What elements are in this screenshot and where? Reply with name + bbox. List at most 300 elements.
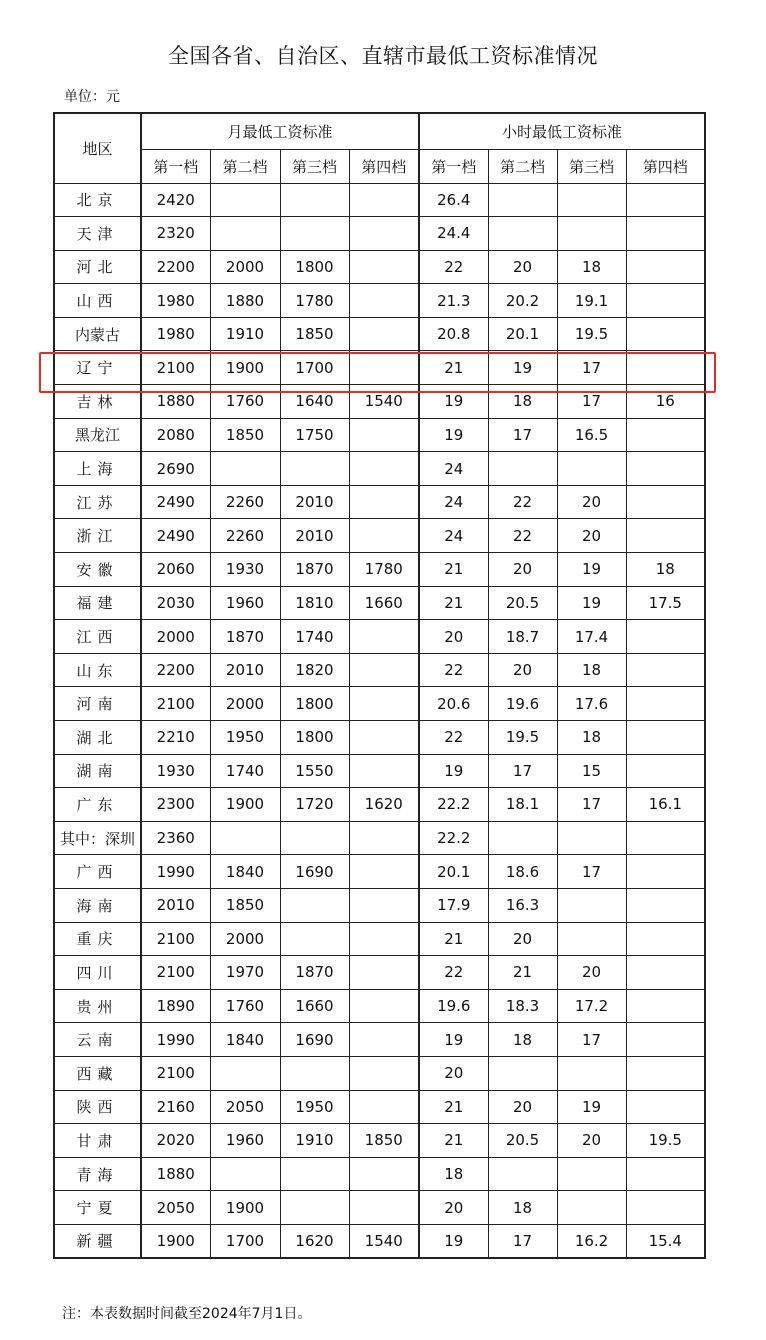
hourly-tier-1-cell: 21 [419, 553, 488, 587]
header-region: 地区 [54, 113, 141, 183]
monthly-tier-3-cell: 1850 [280, 317, 349, 351]
monthly-tier-3-cell [280, 1157, 349, 1191]
hourly-tier-4-cell: 19.5 [626, 1124, 705, 1158]
hourly-tier-1-cell: 20 [419, 1056, 488, 1090]
monthly-tier-3-cell: 1740 [280, 620, 349, 654]
hourly-tier-2-cell: 17 [488, 754, 557, 788]
hourly-tier-1-cell: 20.1 [419, 855, 488, 889]
table-row [54, 1124, 705, 1158]
monthly-tier-2-cell: 1760 [210, 385, 280, 419]
table-row [54, 586, 705, 620]
footnote: 注：本表数据时间截至2024年7月1日。 [62, 1306, 312, 1322]
region-cell: 湖北 [54, 721, 141, 755]
monthly-tier-3-cell: 1550 [280, 754, 349, 788]
monthly-tier-2-cell: 1900 [210, 1191, 280, 1225]
monthly-tier-1-cell: 2100 [141, 922, 210, 956]
hourly-tier-4-cell [626, 1157, 705, 1191]
hourly-tier-1-cell: 24 [419, 485, 488, 519]
hourly-tier-4-cell [626, 620, 705, 654]
region-cell: 海南 [54, 888, 141, 922]
minimum-wage-table [53, 112, 706, 1259]
hourly-tier-3-cell: 18 [557, 721, 626, 755]
region-cell: 吉林 [54, 385, 141, 419]
monthly-tier-4-cell [349, 183, 419, 217]
monthly-tier-2-cell: 1850 [210, 418, 280, 452]
hourly-tier-3-cell [557, 922, 626, 956]
hourly-tier-4-cell [626, 284, 705, 318]
table-row [54, 418, 705, 452]
hourly-tier-4-cell [626, 519, 705, 553]
monthly-tier-2-cell: 1950 [210, 721, 280, 755]
region-cell: 其中：深圳 [54, 821, 141, 855]
region-cell: 河南 [54, 687, 141, 721]
monthly-tier-4-cell: 1540 [349, 1224, 419, 1258]
hourly-tier-2-cell [488, 217, 557, 251]
monthly-tier-3-cell: 1660 [280, 989, 349, 1023]
monthly-tier-2-cell: 2010 [210, 653, 280, 687]
header-monthly-tier-3: 第三档 [280, 149, 349, 183]
hourly-tier-3-cell: 16.5 [557, 418, 626, 452]
hourly-tier-2-cell: 19.5 [488, 721, 557, 755]
hourly-tier-3-cell: 17 [557, 1023, 626, 1057]
hourly-tier-2-cell: 19.6 [488, 687, 557, 721]
monthly-tier-1-cell: 1880 [141, 385, 210, 419]
hourly-tier-2-cell: 17 [488, 1224, 557, 1258]
monthly-tier-3-cell [280, 183, 349, 217]
hourly-tier-2-cell: 17 [488, 418, 557, 452]
monthly-tier-2-cell: 1900 [210, 351, 280, 385]
monthly-tier-2-cell [210, 217, 280, 251]
hourly-tier-4-cell [626, 418, 705, 452]
monthly-tier-2-cell: 1930 [210, 553, 280, 587]
monthly-tier-1-cell: 2690 [141, 452, 210, 486]
table-row [54, 351, 705, 385]
monthly-tier-1-cell: 2010 [141, 888, 210, 922]
monthly-tier-2-cell: 1700 [210, 1224, 280, 1258]
monthly-tier-2-cell: 1910 [210, 317, 280, 351]
header-hourly-tier-2: 第二档 [488, 149, 557, 183]
hourly-tier-2-cell: 18 [488, 385, 557, 419]
hourly-tier-2-cell: 20 [488, 653, 557, 687]
monthly-tier-4-cell [349, 620, 419, 654]
region-cell: 新疆 [54, 1224, 141, 1258]
region-cell: 重庆 [54, 922, 141, 956]
hourly-tier-3-cell: 19.1 [557, 284, 626, 318]
region-cell: 河北 [54, 250, 141, 284]
hourly-tier-4-cell [626, 317, 705, 351]
monthly-tier-3-cell [280, 452, 349, 486]
hourly-tier-3-cell: 17.6 [557, 687, 626, 721]
hourly-tier-2-cell: 16.3 [488, 888, 557, 922]
monthly-tier-3-cell: 2010 [280, 519, 349, 553]
hourly-tier-1-cell: 20 [419, 620, 488, 654]
monthly-tier-2-cell: 1970 [210, 956, 280, 990]
monthly-tier-1-cell: 1990 [141, 1023, 210, 1057]
hourly-tier-1-cell: 17.9 [419, 888, 488, 922]
monthly-tier-2-cell: 1960 [210, 1124, 280, 1158]
table-row [54, 317, 705, 351]
hourly-tier-1-cell: 21.3 [419, 284, 488, 318]
monthly-tier-1-cell: 2200 [141, 653, 210, 687]
unit-label: 单位：元 [64, 89, 120, 105]
hourly-tier-3-cell [557, 452, 626, 486]
monthly-tier-3-cell: 1750 [280, 418, 349, 452]
hourly-tier-1-cell: 24.4 [419, 217, 488, 251]
region-cell: 江西 [54, 620, 141, 654]
table-row [54, 620, 705, 654]
monthly-tier-2-cell [210, 1056, 280, 1090]
hourly-tier-3-cell: 15 [557, 754, 626, 788]
hourly-tier-3-cell: 20 [557, 956, 626, 990]
hourly-tier-3-cell [557, 1157, 626, 1191]
hourly-tier-1-cell: 18 [419, 1157, 488, 1191]
hourly-tier-4-cell [626, 1191, 705, 1225]
monthly-tier-2-cell: 2260 [210, 485, 280, 519]
hourly-tier-1-cell: 24 [419, 452, 488, 486]
monthly-tier-3-cell: 1910 [280, 1124, 349, 1158]
region-cell: 广东 [54, 788, 141, 822]
region-cell: 甘肃 [54, 1124, 141, 1158]
hourly-tier-3-cell [557, 821, 626, 855]
region-cell: 山西 [54, 284, 141, 318]
monthly-tier-1-cell: 1980 [141, 317, 210, 351]
hourly-tier-4-cell: 16.1 [626, 788, 705, 822]
hourly-tier-1-cell: 22 [419, 250, 488, 284]
table-row [54, 989, 705, 1023]
hourly-tier-3-cell: 18 [557, 653, 626, 687]
monthly-tier-3-cell: 1700 [280, 351, 349, 385]
region-cell: 江苏 [54, 485, 141, 519]
hourly-tier-4-cell [626, 754, 705, 788]
hourly-tier-3-cell [557, 1191, 626, 1225]
monthly-tier-4-cell [349, 721, 419, 755]
table-row [54, 385, 705, 419]
monthly-tier-4-cell: 1850 [349, 1124, 419, 1158]
hourly-tier-2-cell: 19 [488, 351, 557, 385]
table-row [54, 1224, 705, 1258]
monthly-tier-4-cell [349, 989, 419, 1023]
hourly-tier-4-cell [626, 989, 705, 1023]
monthly-tier-2-cell [210, 183, 280, 217]
monthly-tier-1-cell: 1990 [141, 855, 210, 889]
monthly-tier-1-cell: 2490 [141, 519, 210, 553]
monthly-tier-3-cell: 1780 [280, 284, 349, 318]
monthly-tier-3-cell: 1800 [280, 721, 349, 755]
table-row [54, 183, 705, 217]
hourly-tier-3-cell: 18 [557, 250, 626, 284]
hourly-tier-1-cell: 19 [419, 1023, 488, 1057]
monthly-tier-4-cell [349, 519, 419, 553]
monthly-tier-2-cell: 2000 [210, 922, 280, 956]
table-row [54, 855, 705, 889]
hourly-tier-3-cell: 19.5 [557, 317, 626, 351]
monthly-tier-1-cell: 2020 [141, 1124, 210, 1158]
monthly-tier-3-cell: 1690 [280, 1023, 349, 1057]
region-cell: 四川 [54, 956, 141, 990]
monthly-tier-4-cell: 1620 [349, 788, 419, 822]
monthly-tier-4-cell [349, 418, 419, 452]
hourly-tier-4-cell [626, 855, 705, 889]
table-row [54, 519, 705, 553]
region-cell: 湖南 [54, 754, 141, 788]
hourly-tier-3-cell: 17 [557, 855, 626, 889]
region-cell: 福建 [54, 586, 141, 620]
hourly-tier-2-cell: 18.3 [488, 989, 557, 1023]
hourly-tier-2-cell [488, 183, 557, 217]
hourly-tier-2-cell [488, 821, 557, 855]
hourly-tier-4-cell [626, 653, 705, 687]
hourly-tier-1-cell: 21 [419, 586, 488, 620]
region-cell: 内蒙古 [54, 317, 141, 351]
hourly-tier-4-cell [626, 485, 705, 519]
monthly-tier-1-cell: 2200 [141, 250, 210, 284]
hourly-tier-2-cell: 18 [488, 1023, 557, 1057]
hourly-tier-1-cell: 19 [419, 1224, 488, 1258]
hourly-tier-4-cell [626, 821, 705, 855]
hourly-tier-4-cell [626, 452, 705, 486]
hourly-tier-4-cell: 18 [626, 553, 705, 587]
hourly-tier-4-cell [626, 721, 705, 755]
hourly-tier-1-cell: 21 [419, 922, 488, 956]
hourly-tier-1-cell: 26.4 [419, 183, 488, 217]
hourly-tier-2-cell: 22 [488, 485, 557, 519]
region-cell: 青海 [54, 1157, 141, 1191]
monthly-tier-4-cell [349, 1157, 419, 1191]
hourly-tier-3-cell: 19 [557, 1090, 626, 1124]
hourly-tier-2-cell [488, 1157, 557, 1191]
hourly-tier-2-cell: 20 [488, 922, 557, 956]
monthly-tier-1-cell: 2080 [141, 418, 210, 452]
table-row [54, 956, 705, 990]
table-row [54, 821, 705, 855]
hourly-tier-4-cell [626, 183, 705, 217]
hourly-tier-3-cell [557, 217, 626, 251]
hourly-tier-1-cell: 19 [419, 418, 488, 452]
table-row [54, 485, 705, 519]
monthly-tier-4-cell [349, 855, 419, 889]
table-row [54, 687, 705, 721]
hourly-tier-2-cell: 20.1 [488, 317, 557, 351]
header-hourly-tier-4: 第四档 [626, 149, 705, 183]
hourly-tier-1-cell: 20 [419, 1191, 488, 1225]
monthly-tier-1-cell: 2360 [141, 821, 210, 855]
monthly-tier-3-cell: 1810 [280, 586, 349, 620]
monthly-tier-3-cell: 1950 [280, 1090, 349, 1124]
monthly-tier-1-cell: 2320 [141, 217, 210, 251]
monthly-tier-4-cell [349, 653, 419, 687]
table-row [54, 553, 705, 587]
monthly-tier-4-cell [349, 1056, 419, 1090]
hourly-tier-2-cell [488, 452, 557, 486]
table-body [54, 183, 705, 1258]
hourly-tier-1-cell: 20.6 [419, 687, 488, 721]
table-row [54, 452, 705, 486]
monthly-tier-4-cell: 1660 [349, 586, 419, 620]
hourly-tier-2-cell: 20 [488, 1090, 557, 1124]
monthly-tier-3-cell: 1690 [280, 855, 349, 889]
monthly-tier-4-cell [349, 317, 419, 351]
table-row [54, 922, 705, 956]
table-row [54, 721, 705, 755]
monthly-tier-4-cell [349, 1090, 419, 1124]
monthly-tier-2-cell: 2000 [210, 250, 280, 284]
monthly-tier-3-cell [280, 217, 349, 251]
region-cell: 山东 [54, 653, 141, 687]
hourly-tier-2-cell: 22 [488, 519, 557, 553]
monthly-tier-3-cell [280, 888, 349, 922]
monthly-tier-4-cell: 1780 [349, 553, 419, 587]
hourly-tier-1-cell: 20.8 [419, 317, 488, 351]
table-row [54, 754, 705, 788]
monthly-tier-2-cell: 1880 [210, 284, 280, 318]
hourly-tier-4-cell [626, 687, 705, 721]
monthly-tier-3-cell [280, 1191, 349, 1225]
monthly-tier-1-cell: 2060 [141, 553, 210, 587]
hourly-tier-3-cell: 19 [557, 586, 626, 620]
table-row [54, 1191, 705, 1225]
hourly-tier-4-cell [626, 1056, 705, 1090]
monthly-tier-1-cell: 1980 [141, 284, 210, 318]
hourly-tier-1-cell: 21 [419, 351, 488, 385]
monthly-tier-1-cell: 2210 [141, 721, 210, 755]
monthly-tier-2-cell: 1870 [210, 620, 280, 654]
monthly-tier-3-cell [280, 821, 349, 855]
region-cell: 宁夏 [54, 1191, 141, 1225]
monthly-tier-4-cell [349, 821, 419, 855]
hourly-tier-3-cell: 16.2 [557, 1224, 626, 1258]
monthly-tier-1-cell: 2000 [141, 620, 210, 654]
monthly-tier-3-cell: 1640 [280, 385, 349, 419]
monthly-tier-4-cell [349, 284, 419, 318]
hourly-tier-4-cell [626, 1023, 705, 1057]
table-row [54, 888, 705, 922]
hourly-tier-4-cell: 15.4 [626, 1224, 705, 1258]
hourly-tier-1-cell: 22 [419, 721, 488, 755]
monthly-tier-3-cell [280, 922, 349, 956]
monthly-tier-3-cell: 1720 [280, 788, 349, 822]
monthly-tier-1-cell: 2160 [141, 1090, 210, 1124]
monthly-tier-4-cell [349, 351, 419, 385]
hourly-tier-1-cell: 19 [419, 754, 488, 788]
hourly-tier-2-cell: 20.2 [488, 284, 557, 318]
monthly-tier-4-cell [349, 956, 419, 990]
hourly-tier-3-cell: 17.2 [557, 989, 626, 1023]
hourly-tier-3-cell [557, 888, 626, 922]
monthly-tier-4-cell [349, 452, 419, 486]
hourly-tier-3-cell: 17 [557, 788, 626, 822]
hourly-tier-2-cell [488, 1056, 557, 1090]
hourly-tier-2-cell: 18 [488, 1191, 557, 1225]
table-row [54, 1157, 705, 1191]
monthly-tier-2-cell [210, 821, 280, 855]
monthly-tier-3-cell: 1870 [280, 956, 349, 990]
monthly-tier-4-cell [349, 1023, 419, 1057]
hourly-tier-3-cell: 20 [557, 1124, 626, 1158]
monthly-tier-4-cell [349, 888, 419, 922]
monthly-tier-1-cell: 1900 [141, 1224, 210, 1258]
region-cell: 辽宁 [54, 351, 141, 385]
monthly-tier-2-cell: 1960 [210, 586, 280, 620]
hourly-tier-1-cell: 21 [419, 1124, 488, 1158]
hourly-tier-1-cell: 19 [419, 385, 488, 419]
monthly-tier-1-cell: 1890 [141, 989, 210, 1023]
region-cell: 贵州 [54, 989, 141, 1023]
monthly-tier-4-cell [349, 250, 419, 284]
hourly-tier-4-cell [626, 250, 705, 284]
monthly-tier-1-cell: 2490 [141, 485, 210, 519]
region-cell: 浙江 [54, 519, 141, 553]
monthly-tier-1-cell: 2030 [141, 586, 210, 620]
region-cell: 西藏 [54, 1056, 141, 1090]
hourly-tier-4-cell: 16 [626, 385, 705, 419]
table-row [54, 1090, 705, 1124]
region-cell: 陕西 [54, 1090, 141, 1124]
monthly-tier-1-cell: 2050 [141, 1191, 210, 1225]
hourly-tier-4-cell [626, 1090, 705, 1124]
monthly-tier-2-cell: 2050 [210, 1090, 280, 1124]
hourly-tier-3-cell: 19 [557, 553, 626, 587]
monthly-tier-2-cell: 1760 [210, 989, 280, 1023]
region-cell: 黑龙江 [54, 418, 141, 452]
monthly-tier-4-cell: 1540 [349, 385, 419, 419]
monthly-tier-3-cell: 1820 [280, 653, 349, 687]
monthly-tier-3-cell: 1800 [280, 250, 349, 284]
region-cell: 天津 [54, 217, 141, 251]
page-title: 全国各省、自治区、直辖市最低工资标准情况 [168, 44, 598, 68]
hourly-tier-3-cell [557, 1056, 626, 1090]
region-cell: 广西 [54, 855, 141, 889]
hourly-tier-2-cell: 20.5 [488, 586, 557, 620]
monthly-tier-4-cell [349, 1191, 419, 1225]
hourly-tier-4-cell [626, 888, 705, 922]
hourly-tier-1-cell: 22.2 [419, 821, 488, 855]
region-cell: 上海 [54, 452, 141, 486]
monthly-tier-4-cell [349, 922, 419, 956]
hourly-tier-3-cell: 17.4 [557, 620, 626, 654]
header-monthly-tier-2: 第二档 [210, 149, 280, 183]
header-hourly: 小时最低工资标准 [419, 113, 705, 149]
hourly-tier-3-cell: 20 [557, 485, 626, 519]
monthly-tier-4-cell [349, 217, 419, 251]
hourly-tier-1-cell: 22.2 [419, 788, 488, 822]
table-row [54, 653, 705, 687]
table-row [54, 1023, 705, 1057]
hourly-tier-3-cell [557, 183, 626, 217]
table-row [54, 788, 705, 822]
hourly-tier-1-cell: 19.6 [419, 989, 488, 1023]
monthly-tier-2-cell: 1850 [210, 888, 280, 922]
monthly-tier-2-cell [210, 452, 280, 486]
hourly-tier-3-cell: 20 [557, 519, 626, 553]
monthly-tier-2-cell: 1900 [210, 788, 280, 822]
hourly-tier-4-cell [626, 922, 705, 956]
monthly-tier-1-cell: 2300 [141, 788, 210, 822]
header-monthly-tier-4: 第四档 [349, 149, 419, 183]
monthly-tier-1-cell: 2100 [141, 956, 210, 990]
header-monthly: 月最低工资标准 [141, 113, 419, 149]
monthly-tier-4-cell [349, 687, 419, 721]
hourly-tier-4-cell [626, 956, 705, 990]
hourly-tier-2-cell: 21 [488, 956, 557, 990]
monthly-tier-1-cell: 1930 [141, 754, 210, 788]
hourly-tier-2-cell: 20.5 [488, 1124, 557, 1158]
hourly-tier-3-cell: 17 [557, 351, 626, 385]
header-hourly-tier-1: 第一档 [419, 149, 488, 183]
monthly-tier-1-cell: 2100 [141, 351, 210, 385]
monthly-tier-4-cell [349, 754, 419, 788]
monthly-tier-1-cell: 2100 [141, 1056, 210, 1090]
hourly-tier-2-cell: 20 [488, 250, 557, 284]
